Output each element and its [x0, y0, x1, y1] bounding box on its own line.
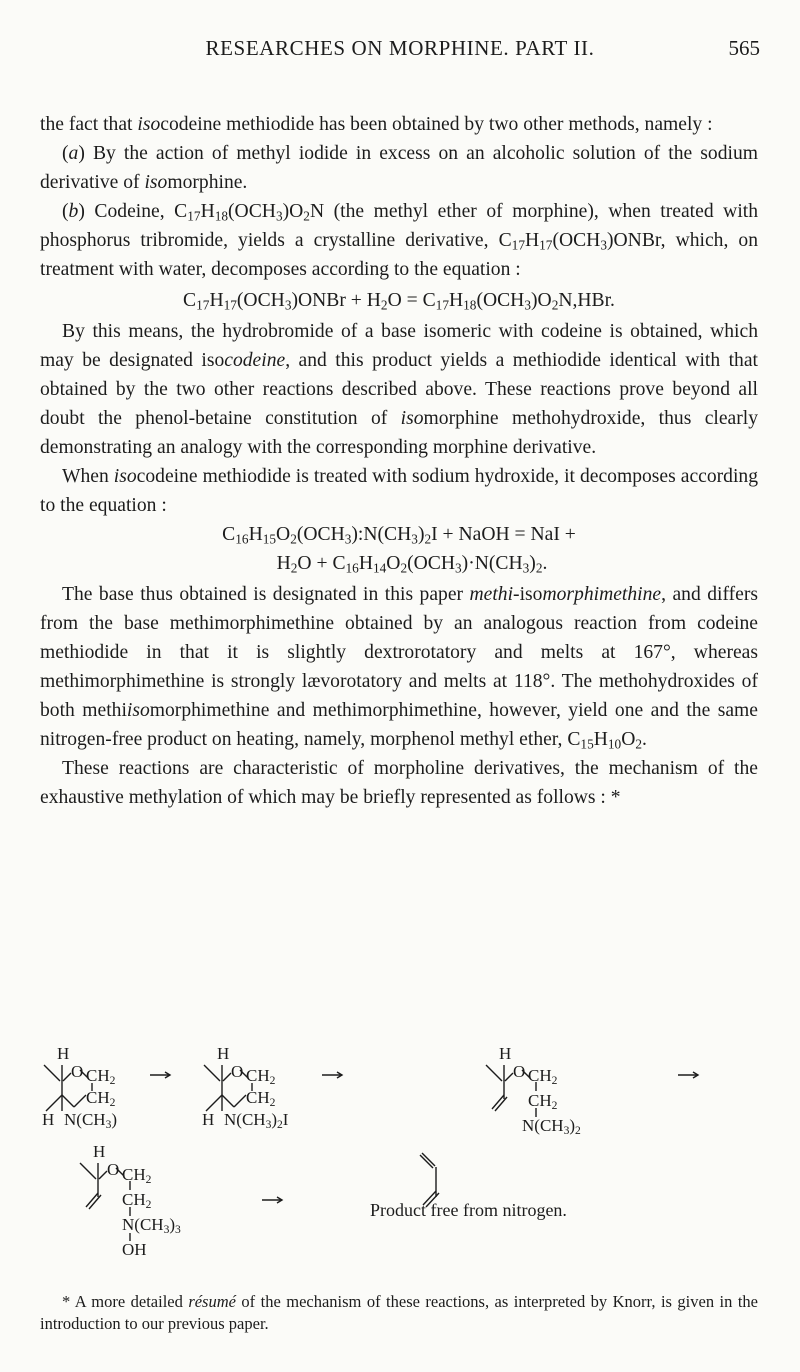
atom-h: H: [42, 1110, 55, 1129]
group-n-ch3-2: $N(CH_3)_2$: [522, 1116, 581, 1137]
paragraph-4: When isocodeine methiodide is treated with sodium hydroxide, it decomposes according to the equation :: [40, 466, 758, 516]
group-ch2: $CH_2$: [86, 1066, 116, 1087]
atom-h: H: [202, 1110, 215, 1129]
group-oh: OH: [122, 1240, 147, 1259]
group-ch2: $CH_2$: [528, 1066, 558, 1087]
bond-line: [44, 1065, 60, 1081]
paragraph-3: By this means, the hydrobromide of a base isomeric with codeine is obtained, which may be designated isocodeine, and this product yields a methiodide identical with that obtained by the two other reactions described above. These reactions prove beyond all doubt the phenol-betaine constitution of isomorphine methohydroxide, thus clearly demonstrating an analogy with the corresponding morphine derivative.: [40, 321, 758, 458]
paragraph-1: the fact that isocodeine methiodide has been obtained by two other methods, namely :: [40, 114, 713, 135]
equation-1: $C_{17}H_{17}(OCH_3)ONBr + H_2O = C_{17}H_{18}(OCH_3)O_2N,HBr$.: [183, 290, 615, 313]
product-label: Product free from nitrogen.: [370, 1200, 567, 1220]
footnote-marker: *: [62, 1292, 71, 1311]
group-ch2: $CH_2$: [86, 1088, 116, 1109]
atom-o: O: [513, 1062, 526, 1081]
item-a: (a) By the action of methyl iodide in excess on an alcoholic solution of the sodium derivative of isomorphine.: [40, 143, 758, 193]
reaction-scheme: [40, 1045, 760, 1285]
atom-h: H: [57, 1044, 70, 1063]
body-text: [40, 110, 758, 812]
group-n-ch3: $N(CH_3)$: [64, 1110, 118, 1131]
running-title: RESEARCHES ON MORPHINE. PART II.: [205, 36, 595, 60]
bond-line: [222, 1095, 234, 1107]
bond-line: [74, 1095, 86, 1107]
equation-2-line-1: $C_{16}H_{15}O_2(OCH_3):N(CH_3)_2I$ + NaOH = NaI +: [222, 524, 576, 547]
group-ch2: $CH_2$: [528, 1091, 558, 1112]
atom-o: O: [231, 1062, 244, 1081]
group-ch2: $CH_2$: [122, 1165, 152, 1186]
atom-o: O: [107, 1160, 120, 1179]
bond-line: [234, 1095, 246, 1107]
bond-line: [63, 1073, 71, 1081]
paragraph-5: The base thus obtained is designated in this paper methi-isomorphimethine, and differs from the base methimorphimethine obtained by an analogous reaction from codeine methiodide in that it is slightly dextrorotatory and melts at 167°, whereas methimorphimethine is strongly lævorotatory and melts at 118°. The methohydroxides of both methiisomorphimethine and methimorphimethine, however, yield one and the same nitrogen-free product on heating, namely, morphenol methyl ether, $C_{15}H_{10}O_2$.: [40, 584, 758, 752]
bond-line: [206, 1095, 222, 1111]
atom-h: H: [499, 1044, 512, 1063]
group-n-ch3-3: $N(CH_3)_3$: [122, 1215, 181, 1236]
bond-line: [505, 1073, 513, 1081]
page-number: 565: [728, 36, 760, 60]
group-ch2: $CH_2$: [246, 1088, 276, 1109]
scheme-bonds: [40, 1045, 760, 1285]
page-header: [40, 36, 760, 68]
bond-line: [62, 1095, 74, 1107]
atom-o: O: [71, 1062, 84, 1081]
bond-line: [99, 1171, 107, 1179]
group-n-ch3-2-i: $N(CH_3)_2I$: [224, 1110, 289, 1131]
item-b: (b) Codeine, $C_{17}H_{18}(OCH_3)O_2N$ (the methyl ether of morphine), when treated with phosphorus tribromide, yields a crystalline derivative, $C_{17}H_{17}(OCH_3)ONBr$, which, on treatment with water, decomposes according to the equation :: [40, 201, 759, 280]
atom-h: H: [93, 1142, 106, 1161]
bond-line: [204, 1065, 220, 1081]
footnote: * A more detailed résumé of the mechanism of these reactions, as interpreted by Knorr, is given in the introduction to our previous paper.: [40, 1292, 758, 1333]
bond-line: [223, 1073, 231, 1081]
paragraph-6: These reactions are characteristic of morpholine derivatives, the mechanism of the exhaustive methylation of which may be briefly represented as follows : *: [40, 758, 758, 808]
bond-line: [46, 1095, 62, 1111]
atom-h: H: [217, 1044, 230, 1063]
bond-line: [80, 1163, 96, 1179]
equation-2-line-2: $H_2O + C_{16}H_{14}O_2(OCH_3)\cdot N(CH_3)_2$.: [276, 553, 548, 576]
group-ch2: $CH_2$: [122, 1190, 152, 1211]
group-ch2: $CH_2$: [246, 1066, 276, 1087]
bond-line: [486, 1065, 502, 1081]
